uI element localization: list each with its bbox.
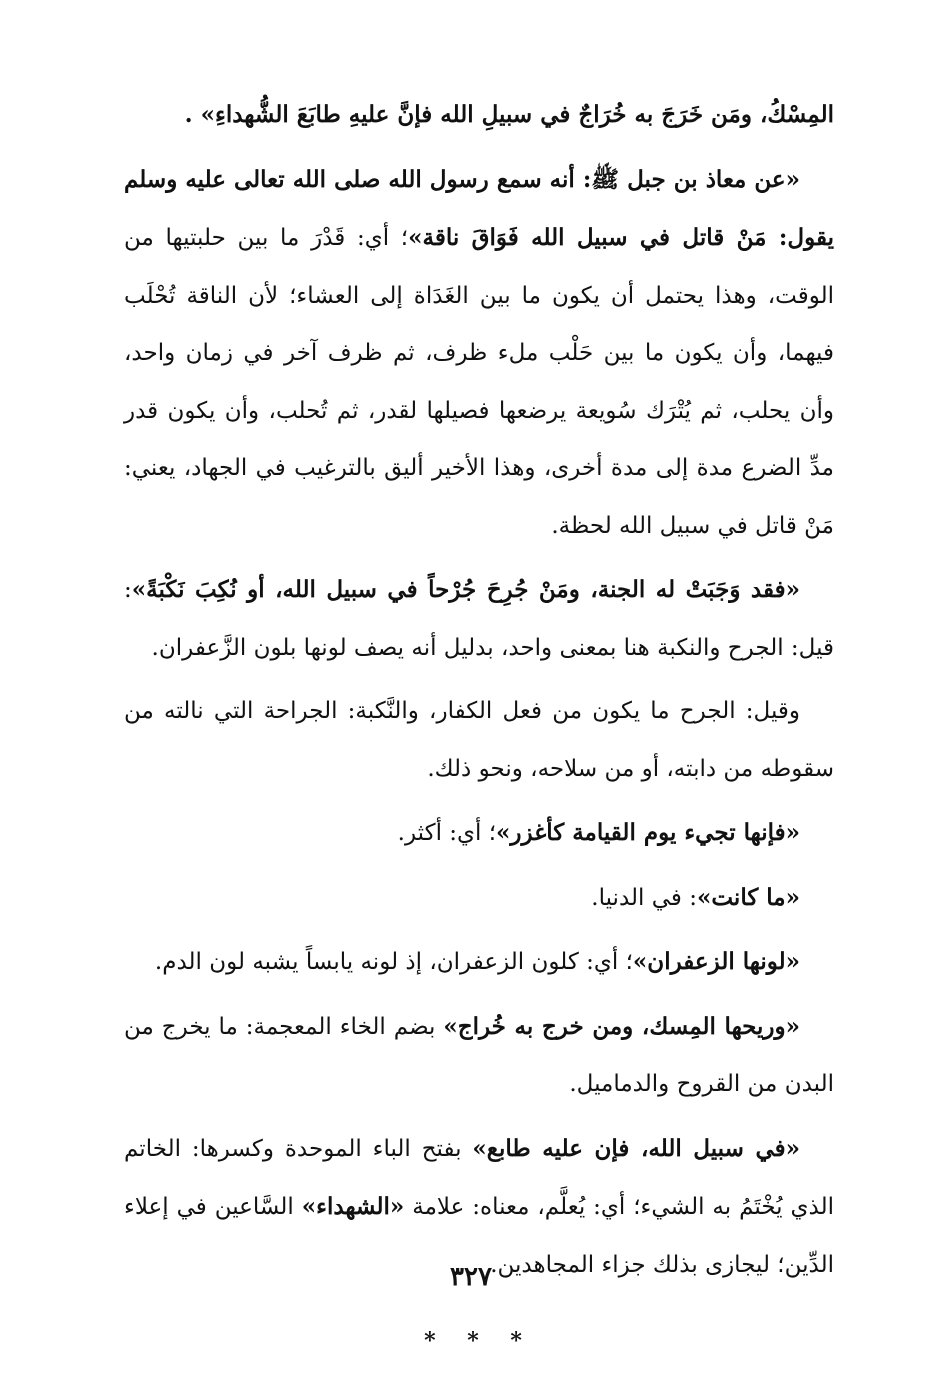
commentary-text: بفتح الباء الموحدة وكسرها: الخاتم الذي يُخْتَمُ به الشيء؛ أي: يُعلَّم، معناه: علامة: [124, 1135, 834, 1220]
quoted-text: «الشهداء»: [301, 1193, 405, 1220]
paragraph: [124, 933, 834, 992]
commentary-text: بضم الخاء المعجمة: ما يخرج من البدن من القروح والدماميل.: [124, 1013, 834, 1097]
quoted-text: «عن معاذ بن جبل ﷺ: أنه سمع رسول الله صلى الله تعالى عليه وسلم يقول: مَنْ قاتل في سبيل الله فَوَاقَ ناقة»: [124, 165, 834, 251]
section-separator: * * *: [424, 1328, 534, 1354]
quoted-text: «ما كانت»: [696, 883, 800, 911]
page-number: ٣٢٧: [450, 1262, 492, 1292]
quoted-text: «فإنها تجيء يوم القيامة كأغزر»: [496, 819, 800, 846]
paragraph: [124, 804, 834, 863]
paragraph: [124, 561, 834, 677]
commentary-text: ؛ أي: قَدْرَ ما بين حلبتيها من الوقت، وهذا يحتمل أن يكون ما بين الغَدَاة إلى العشاء؛ لأن الناقة تُحْلَب فيهما، وأن يكون ما بين حَلْب ملء ظرف، ثم ظرف آخر في زمان واحد، وأن يحلب، ثم يُتْرَك سُويعة يرضعها فصيلها لقدر، ثم تُحلب، وأن يكون قدر مدِّ الضرع مدة إلى مدة أخرى، وهذا الأخير أليق بالترغيب في الجهاد، يعني: مَنْ قاتل في سبيل الله لحظة.: [124, 225, 834, 539]
paragraph: [124, 683, 834, 798]
quoted-text: «لونها الزعفران»: [632, 948, 800, 975]
commentary-text: السَّاعين في إعلاء الدِّين؛ ليجازى بذلك جزاء المجاهدين.: [124, 1194, 834, 1278]
commentary-text: وقيل: الجرح ما يكون من فعل الكفار، والنَّكبة: الجراحة التي نالته من سقوطه من دابته، أو من سلاحه، ونحو ذلك.: [124, 698, 834, 782]
paragraph: [124, 151, 834, 556]
commentary-text: : قيل: الجرح والنكبة هنا بمعنى واحد، بدليل أنه يصف لونها بلون الزَّعفران.: [124, 577, 834, 661]
quoted-text: «فقد وَجَبَتْ له الجنة، ومَنْ جُرِحَ جُرْحاً في سبيل الله، أو نُكِبَ نَكْبَةً»: [131, 576, 800, 603]
commentary-text: ؛ أي: كلون الزعفران، إذ لونه يابساً يشبه لون الدم.: [154, 949, 633, 975]
paragraph: [124, 86, 834, 145]
text-body: [124, 86, 834, 1294]
quoted-text: «وريحها المِسك، ومن خرج به خُراج»: [443, 1012, 801, 1040]
paragraph: [124, 998, 834, 1114]
commentary-text: : في الدنيا.: [591, 884, 697, 911]
paragraph: [124, 869, 834, 928]
quoted-text: «في سبيل الله، فإن عليه طابع»: [472, 1134, 800, 1162]
commentary-text: ؛ أي: أكثر.: [397, 820, 497, 846]
quoted-text: المِسْكُ، ومَن خَرَجَ به خُرَاجٌ في سبيلِ الله فإنَّ عليهِ طابَعَ الشُّهداءِ» .: [184, 101, 834, 128]
